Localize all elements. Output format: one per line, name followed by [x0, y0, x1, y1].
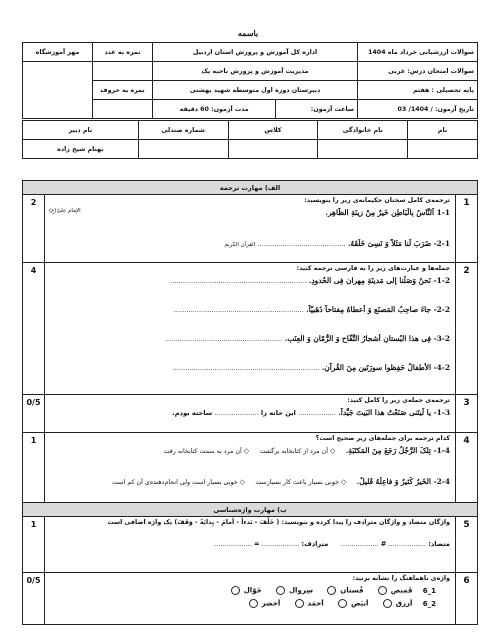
- org-line2: مدیریت آموزش و پرورش ناحیه یک: [153, 62, 358, 81]
- arabic-sentence: 2-1- ضَرَبَ لَنا مَثَلاً وَ نَسِیَ خَلْقَهُ.: [347, 239, 450, 248]
- arabic-sentence: 4-2- الأطفالُ حَفِظوا سورَتَینِ مِنَ القُرآنِ.: [321, 363, 450, 372]
- grade-letters-box[interactable]: [93, 100, 153, 119]
- student-info-table: [22, 120, 478, 159]
- word-option[interactable]: فُستان: [323, 586, 363, 595]
- family-field[interactable]: [318, 140, 408, 159]
- section-vocabulary: ب) مهارت واژه‌شناسی: [23, 503, 478, 517]
- row-number: 1_6: [422, 586, 436, 595]
- question-instruction: ترجمه‌ی کامل سخنان حکیمانه‌ی زیر را بنویسید:: [304, 197, 450, 204]
- question-5: [23, 517, 478, 573]
- answer-blank[interactable]: ..................: [340, 540, 379, 548]
- question-score: 4: [23, 263, 45, 395]
- arabic-sentence: 2-2- جاءَ صاحِبُ المَصنَعِ وَ أعطاهُ مِفتاحاً ذَهَبیّاً.: [306, 305, 450, 314]
- diamond-icon: ◇: [330, 447, 336, 455]
- grade-number-label: نمره به عدد: [93, 43, 153, 62]
- synonyms-label: مترادف:: [301, 540, 329, 548]
- option[interactable]: ◇ خوبی بسیار است ولی انجام‌دهنده‌ی آن کم است: [112, 478, 246, 486]
- word-option[interactable]: سِروال: [272, 586, 313, 595]
- question-4: [23, 433, 478, 503]
- question-instruction: واژگان متضاد و واژگان مترادف را پیدا کرده و بنویسید: ( خَلْفَ - بَدءاً - أمامَ - بِدایَةً - وَقَفَ) یک واژه اضافی است: [107, 519, 450, 526]
- questions-table: [22, 180, 478, 625]
- circle-icon[interactable]: [378, 586, 387, 595]
- name-field[interactable]: [408, 140, 478, 159]
- arabic-sentence: 2-4- الخَیرُ کَثیرٌ وَ فاعِلُهُ قَلیلٌ.: [356, 477, 450, 486]
- question-number: 6: [456, 573, 478, 625]
- circle-icon[interactable]: [383, 599, 392, 608]
- school-stamp-box: [23, 62, 93, 119]
- question-number: 2: [456, 263, 478, 395]
- answer-blank[interactable]: ..................: [261, 540, 300, 548]
- grade-level: پایه تحصیلی : هفتم: [358, 81, 478, 100]
- question-score: 1: [23, 517, 45, 573]
- exam-date: تاریخ آزمون: / 1404/ 03: [358, 100, 478, 119]
- exam-time: ساعت آزمون:: [276, 100, 358, 119]
- answer-blank[interactable]: ..................: [298, 409, 336, 417]
- translation-part2: ساخته بودم.: [172, 409, 213, 417]
- question-number: 5: [456, 517, 478, 573]
- antonyms-label: متضاد:: [428, 540, 450, 548]
- question-instruction: واژه‌ی ناهماهنگ را نشانه بزنید:: [352, 575, 450, 582]
- arabic-sentence: 1-1 اَلنَّاسُ بِالْبَاطِنِ خَیرٌ مِنْ زینَةِ الظّاهِرِ.: [325, 208, 450, 217]
- question-number: 4: [456, 433, 478, 503]
- diamond-icon: ◇: [341, 478, 347, 486]
- question-1: [23, 195, 478, 263]
- answer-blank[interactable]: ..................: [388, 540, 427, 548]
- circle-icon[interactable]: [231, 586, 240, 595]
- circle-icon[interactable]: [276, 586, 285, 595]
- equals-symbol: =: [254, 540, 260, 548]
- teacher-name: بهنام شیخ زاده: [23, 140, 139, 159]
- org-line1: اداره کل آموزش و پرورش استان اردبیل: [153, 43, 358, 62]
- question-score: 0/5: [23, 395, 45, 433]
- seat-field[interactable]: [138, 140, 228, 159]
- question-number: 1: [456, 195, 478, 263]
- word-option[interactable]: أزرق: [379, 599, 413, 608]
- answer-blank[interactable]: ..................: [214, 540, 252, 548]
- grade-letters-label: نمره به حروف: [93, 81, 153, 100]
- word-option[interactable]: أحمَد: [291, 599, 324, 608]
- answer-blank[interactable]: ......................................................................: [172, 364, 320, 372]
- exam-duration: مدت آزمون: 60 دقیقه: [153, 100, 276, 119]
- answer-blank[interactable]: .....................: [214, 409, 259, 417]
- answer-blank[interactable]: ........................................................: [164, 335, 283, 343]
- arabic-sentence: 1-2- نَحنُ وَصَلْنا إلی مَدینَةِ مِهران فِی الحُدودِ.: [308, 276, 450, 285]
- exam-header-table: [22, 42, 478, 119]
- circle-icon[interactable]: [295, 599, 304, 608]
- quote-source: القرآن الکریم: [224, 242, 256, 248]
- school-stamp-label: مهر آموزشگاه: [23, 43, 93, 62]
- word-option[interactable]: جَوّال: [227, 586, 262, 595]
- word-option[interactable]: قَمیص: [374, 586, 413, 595]
- question-2: [23, 263, 478, 395]
- word-option[interactable]: أخضر: [245, 599, 281, 608]
- question-score: 2: [23, 195, 45, 263]
- hash-symbol: #: [380, 540, 387, 548]
- col-class: کلاس: [228, 121, 318, 140]
- question-3: [23, 395, 478, 433]
- question-instruction: ترجمه‌ی جمله‌ی زیر را کامل کنید:: [347, 397, 450, 404]
- answer-blank[interactable]: ..........................................: [257, 240, 346, 248]
- school-name: دبیرستان دوره اول متوسطه شهید بهشتی: [153, 81, 358, 100]
- class-field[interactable]: [228, 140, 318, 159]
- translation-part1: این خانه را: [260, 409, 296, 417]
- question-instruction: جمله‌ها و عبارت‌های زیر را به فارسی ترجمه کنید:: [296, 265, 450, 272]
- arabic-sentence: 1-3- یا لَیتَنی صَنَعْتُ هذا البَیتَ جَیِّداً.: [338, 408, 450, 417]
- question-number: 3: [456, 395, 478, 433]
- option[interactable]: ◇ خوبی بسیار باعث کار بسیارست: [255, 478, 347, 486]
- col-family: نام خانوادگی: [318, 121, 408, 140]
- bismillah: باسمه: [237, 28, 259, 38]
- answer-blank[interactable]: .................................................................: [170, 277, 307, 285]
- quote-source: الإمام علیٌ(ع): [49, 208, 81, 214]
- circle-icon[interactable]: [249, 599, 258, 608]
- section-translation: الف) مهارت ترجمه: [23, 181, 478, 195]
- col-teacher: نام دبیر: [23, 121, 139, 140]
- diamond-icon: ◇: [239, 478, 246, 486]
- circle-icon[interactable]: [327, 586, 336, 595]
- option[interactable]: ◇ آن مرد از کتابخانه برگشت: [259, 447, 336, 455]
- grade-number-box[interactable]: [93, 62, 153, 81]
- col-seat: شماره صندلی: [138, 121, 228, 140]
- arabic-sentence: 1-4- تِلکَ الرَّجُلُ رَجَعَ مِنَ المَکتَبَةِ.: [345, 446, 450, 455]
- subject: سوالات امتحان درس: عربی: [358, 62, 478, 81]
- question-instruction: کدام ترجمه برای جمله‌های زیر صحیح است؟: [315, 435, 450, 442]
- word-option[interactable]: أبیَض: [334, 599, 368, 608]
- option[interactable]: ◇ آن مرد به سمت کتابخانه رفت: [163, 447, 250, 455]
- question-6: [23, 573, 478, 625]
- answer-blank[interactable]: ..............................................................: [173, 306, 304, 314]
- exam-title: سوالات ارزشیابی خرداد ماه 1404: [358, 43, 478, 62]
- circle-icon[interactable]: [338, 599, 347, 608]
- col-name: نام: [408, 121, 478, 140]
- row-number: 2_6: [422, 599, 436, 608]
- arabic-sentence: 3-2- فِی هذا البُستانِ أشجارُ التُّفّاحِ وَ الرُّمّانِ وَ العِنَبِ.: [284, 334, 450, 343]
- question-score: 0/5: [23, 573, 45, 625]
- question-score: 1: [23, 433, 45, 503]
- diamond-icon: ◇: [243, 447, 250, 455]
